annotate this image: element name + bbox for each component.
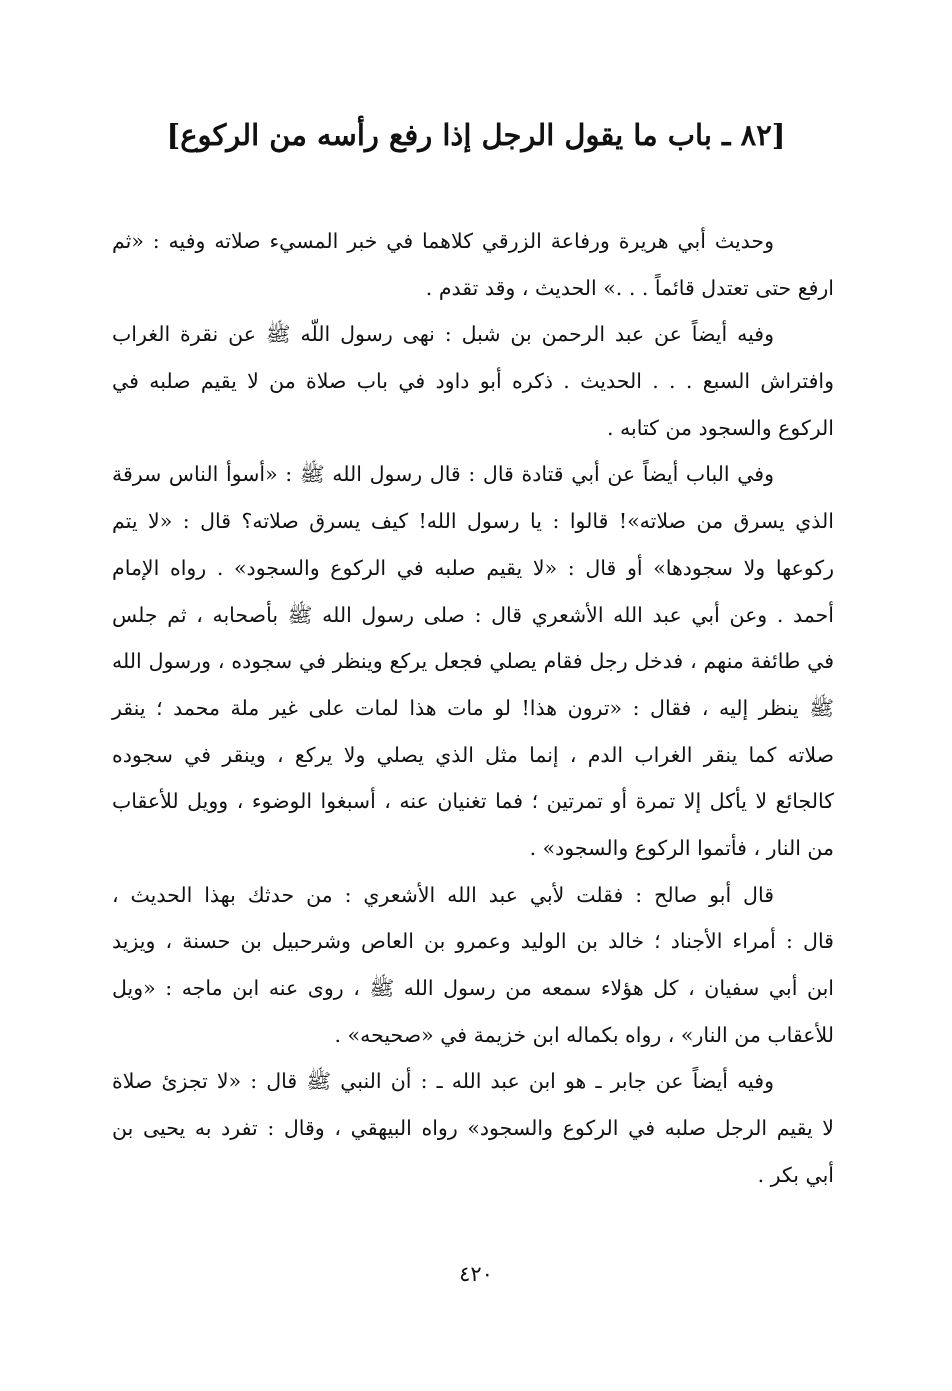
text-line: من النار ، فأتموا الركوع والسجود» . — [529, 835, 834, 860]
paragraph — [112, 872, 834, 1059]
text-line: أبي بكر . — [757, 1162, 834, 1187]
paragraph — [112, 1058, 834, 1198]
text-line: وافتراش السبع . . . الحديث . ذكره أبو داود في باب صلاة من لا يقيم صلبه في — [112, 369, 834, 394]
paragraph — [112, 218, 834, 311]
body-text — [112, 218, 834, 1198]
text-line: قال : أمراء الأجناد ؛ خالد بن الوليد وعمرو بن العاص وشرحبيل بن حسنة ، ويزيد — [112, 929, 834, 954]
chapter-title: [٨٢ ـ باب ما يقول الرجل إذا رفع رأسه من الركوع] — [166, 118, 786, 152]
text-line: وفيه أيضاً عن جابر ـ هو ابن عبد الله ـ : أن النبي ﷺ قال : «لا تجزئ صلاة — [112, 1069, 774, 1094]
text-line: أحمد . وعن أبي عبد الله الأشعري قال : صلى رسول الله ﷺ بأصحابه ، ثم جلس — [112, 602, 834, 627]
text-line: في طائفة منهم ، فدخل رجل فقام يصلي فجعل يركع وينظر في سجوده ، ورسول الله — [112, 649, 834, 674]
text-line: وحديث أبي هريرة ورفاعة الزرقي كلاهما في خبر المسيء صلاته وفيه : «ثم — [112, 229, 774, 253]
paragraph — [112, 311, 834, 451]
text-line: وفيه أيضاً عن عبد الرحمن بن شبل : نهى رسول اللّه ﷺ عن نقرة الغراب — [112, 322, 774, 347]
text-line: صلاته كما ينقر الغراب الدم ، إنما مثل الذي يصلي ولا يركع ، وينقر في سجوده — [112, 742, 834, 767]
text-line: للأعقاب من النار» ، رواه بكماله ابن خزيمة في «صحيحه» . — [334, 1022, 834, 1047]
text-line: ارفع حتى تعتدل قائماً . . .» الحديث ، وقد تقدم . — [425, 275, 834, 300]
text-line: لا يقيم الرجل صلبه في الركوع والسجود» رواه البيهقي ، وقال : تفرد به يحيى بن — [112, 1116, 834, 1141]
paragraph — [112, 451, 834, 871]
text-line: ابن أبي سفيان ، كل هؤلاء سمعه من رسول الله ﷺ ، روى عنه ابن ماجه : «ويل — [112, 976, 834, 1000]
page-number: ٤٢٠ — [459, 1262, 493, 1286]
text-line: الركوع والسجود من كتابه . — [607, 415, 834, 440]
text-line: قال أبو صالح : فقلت لأبي عبد الله الأشعري : من حدثك بهذا الحديث ، — [112, 882, 774, 907]
text-line: ركوعها ولا سجودها» أو قال : «لا يقيم صلبه في الركوع والسجود» . رواه الإمام — [112, 555, 834, 580]
text-line: وفي الباب أيضاً عن أبي قتادة قال : قال رسول الله ﷺ : «أسوأ الناس سرقة — [112, 462, 774, 487]
text-line: كالجائع لا يأكل إلا تمرة أو تمرتين ؛ فما تغنيان عنه ، أسبغوا الوضوء ، وويل للأعقاب — [112, 789, 834, 814]
text-line: الذي يسرق من صلاته»! قالوا : يا رسول الله! كيف يسرق صلاته؟ قال : «لا يتم — [112, 509, 834, 534]
text-line: ﷺ ينظر إليه ، فقال : «ترون هذا! لو مات هذا لمات على غير ملة محمد ؛ ينقر — [112, 695, 834, 720]
